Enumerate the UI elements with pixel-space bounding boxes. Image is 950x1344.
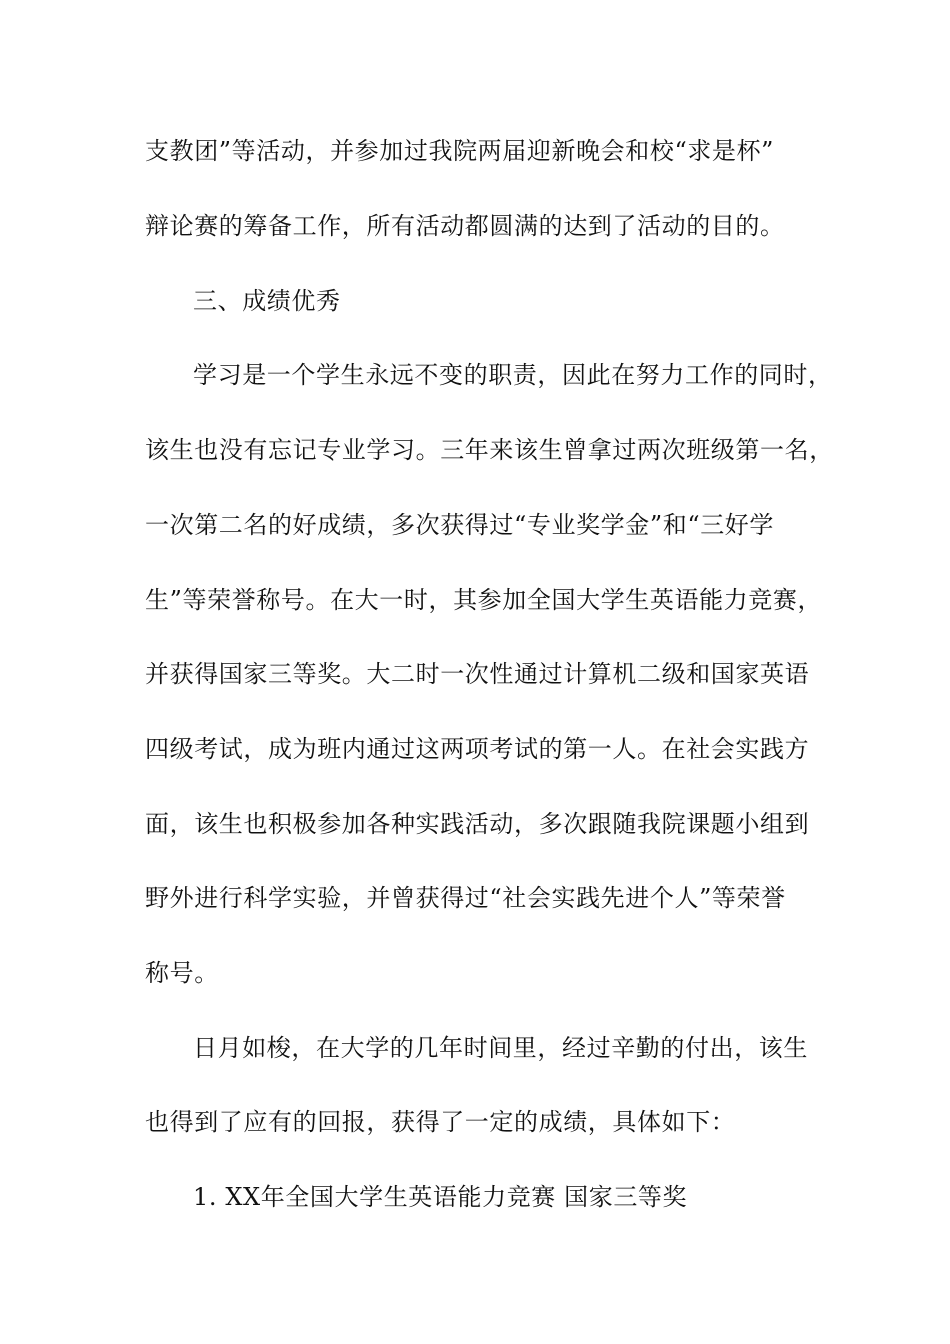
section-heading: 三、成绩优秀 [193, 287, 341, 315]
text-line: 日月如梭，在大学的几年时间里，经过辛勤的付出，该生 [193, 1034, 808, 1062]
text-line: 面，该生也积极参加各种实践活动，多次跟随我院课题小组到 [145, 810, 810, 838]
text-line: 四级考试，成为班内通过这两项考试的第一人。在社会实践方 [145, 735, 810, 763]
text-line: 称号。 [145, 959, 219, 987]
text-line: 并获得国家三等奖。大二时一次性通过计算机二级和国家英语 [145, 660, 810, 688]
text-line: 该生也没有忘记专业学习。三年来该生曾拿过两次班级第一名， [145, 436, 834, 464]
text-line: 生”等荣誉称号。在大一时，其参加全国大学生英语能力竞赛， [145, 586, 823, 614]
text-line: 学习是一个学生永远不变的职责，因此在努力工作的同时， [193, 361, 833, 389]
text-line: 支教团”等活动，并参加过我院两届迎新晚会和校“求是杯” [145, 137, 775, 165]
text-line: 野外进行科学实验，并曾获得过“社会实践先进个人”等荣誉 [145, 884, 786, 912]
text-line: 也得到了应有的回报，获得了一定的成绩，具体如下： [145, 1108, 736, 1136]
text-line: 辩论赛的筹备工作，所有活动都圆满的达到了活动的目的。 [145, 212, 785, 240]
text-line: 一次第二名的好成绩，多次获得过“专业奖学金”和“三好学 [145, 511, 775, 539]
list-item: 1. XX年全国大学生英语能力竞赛 国家三等奖 [193, 1183, 688, 1211]
